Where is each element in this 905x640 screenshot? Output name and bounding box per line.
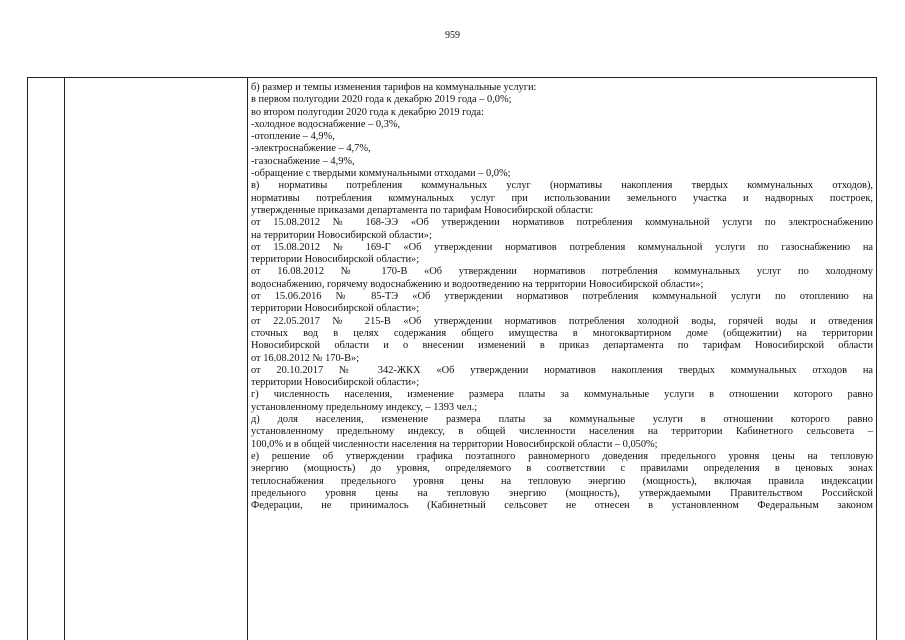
page-number: 959: [445, 30, 460, 41]
text-line: предельного уровня цены на тепловую энергию (мощность), утверждаемыми Правительством Российской: [251, 487, 873, 499]
text-line: от 16.08.2012 № 170-В»;: [251, 352, 360, 364]
text-line: территории Новосибирской области»;: [251, 303, 420, 315]
text-line: в первом полугодии 2020 года к декабрю 2019 года – 0,0%;: [251, 94, 512, 106]
text-line: от 15.06.2016 № 85-ТЭ «Об утверждении нормативов потребления коммунальной услуги по отоплению на: [251, 291, 873, 303]
text-line: 100,0% и в общей численности населения на территории Новосибирской области – 0,050%;: [251, 438, 658, 450]
text-line: территории Новосибирской области»;: [251, 254, 420, 266]
table-column-content: [248, 78, 876, 640]
text-line: Федерации, не принималось (Кабинетный сельсовет не отнесен в установленном Федеральным законом: [251, 500, 873, 512]
text-line: сточных вод в целях содержания общего имущества в многоквартирном доме (общежитии) на территории: [251, 327, 873, 339]
text-line: на территории Новосибирской области»;: [251, 229, 432, 241]
document-table: [27, 77, 877, 640]
text-line: установленному предельному индексу, – 1393 чел.;: [251, 401, 478, 413]
text-line: в) нормативы потребления коммунальных услуг (нормативы накопления твердых коммунальных отходов),: [251, 180, 873, 192]
text-line: от 16.08.2012 № 170-В «Об утверждении нормативов потребления коммунальных услуг по холодному: [251, 266, 873, 278]
text-line: Новосибирской области и о внесении изменений в приказ департамента по тарифам Новосибирской области: [251, 340, 873, 352]
text-line: во втором полугодии 2020 года к декабрю 2019 года:: [251, 106, 484, 118]
text-line: от 22.05.2017 № 215-В «Об утверждении нормативов потребления холодной воды, горячей воды и отведения: [251, 315, 873, 327]
text-line: энергию (мощность) до уровня, определяемого в соответствии с правилами определения в ценовых зонах: [251, 463, 873, 475]
text-line: от 15.08.2012 № 169-Г «Об утверждении нормативов потребления коммунальной услуги по газоснабжению на: [251, 241, 873, 253]
text-line: водоснабжению, горячему водоснабжению и водоотведению на территории Новосибирской области»;: [251, 278, 704, 290]
text-line: -отопление – 4,9%,: [251, 131, 335, 143]
text-line: б) размер и темпы изменения тарифов на коммунальные услуги:: [251, 82, 537, 93]
text-line: нормативы потребления коммунальных услуг при использовании земельного участка и надворных построек,: [251, 192, 873, 204]
text-line: утвержденные приказами департамента по тарифам Новосибирской области:: [251, 204, 594, 216]
text-line: от 20.10.2017 № 342-ЖКХ «Об утверждении нормативов накопления твердых коммунальных отходов на: [251, 364, 873, 376]
text-line: г) численность населения, изменение размера платы за коммунальные услуги в отношении которого равно: [251, 389, 873, 401]
text-line: -газоснабжение – 4,9%,: [251, 155, 355, 167]
text-line: е) решение об утверждении графика поэтапного равномерного доведения предельного уровня цены на тепловую: [251, 450, 873, 462]
text-line: теплоснабжения предельного уровня цены на тепловую энергию (мощность), включая правила индексации: [251, 475, 873, 487]
table-column-name: [65, 78, 248, 640]
text-line: -обращение с твердыми коммунальными отходами – 0,0%;: [251, 168, 511, 180]
text-line: -холодное водоснабжение – 0,3%,: [251, 118, 401, 130]
text-line: -электроснабжение – 4,7%,: [251, 143, 371, 155]
text-line: установленному предельному индексу, в общей численности населения на территории Кабинетного сельсовета –: [251, 426, 873, 438]
text-line: территории Новосибирской области»;: [251, 377, 420, 389]
text-line: д) доля населения, изменение размера платы за коммунальные услуги в отношении которого равно: [251, 414, 873, 426]
table-column-number: [28, 78, 65, 640]
text-line: от 15.08.2012 № 168-ЭЭ «Об утверждении нормативов потребления коммунальной услуги по электроснабжению: [251, 217, 873, 229]
